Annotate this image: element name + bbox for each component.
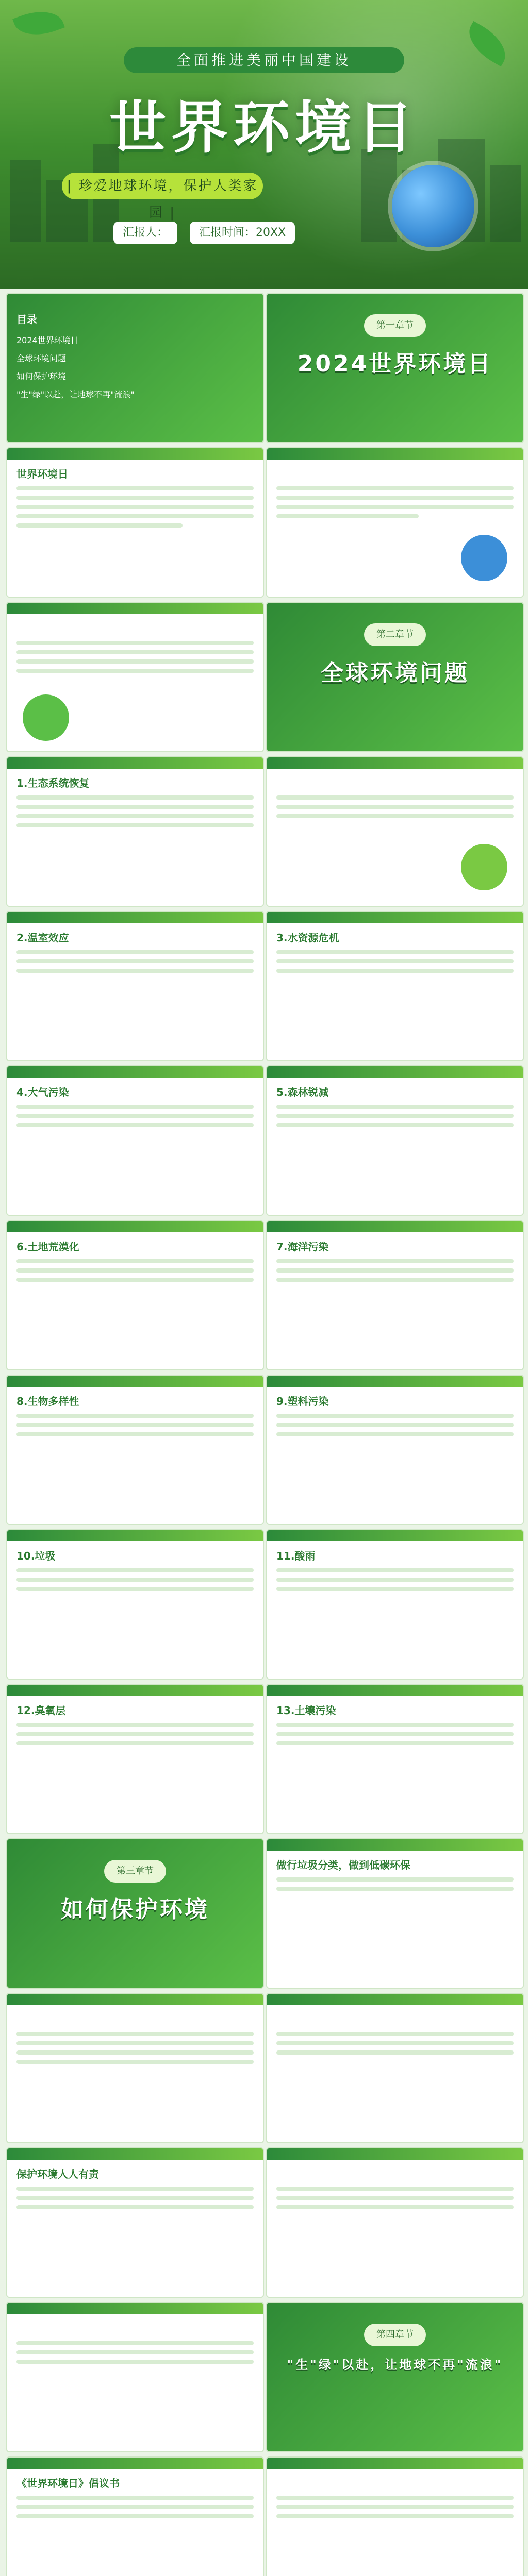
chapter-label: 第二章节 [364,623,426,646]
content-slide [266,1375,524,1525]
hero-tagline: 全面推进美丽中国建设 [124,47,404,73]
chapter-label: 第一章节 [364,314,426,337]
presenter-label: 汇报人： [113,222,177,244]
leaf-icon [12,3,65,43]
slide-title: 做行垃圾分类，做到低碳环保 [276,1859,410,1871]
slide-title: 8.生物多样性 [16,1395,79,1408]
content-slide [6,1220,264,1370]
toc-title: 目录 [16,313,37,326]
toc-item: 全球环境问题 [16,353,67,363]
content-slide [6,1993,264,2143]
content-slide [6,1529,264,1680]
content-slide [6,602,264,752]
slide-title: 11.酸雨 [276,1550,316,1562]
content-slide [6,2456,264,2576]
chapter-label: 第三章节 [104,1860,166,1883]
earth-icon [392,165,474,247]
slide-title: 10.垃圾 [16,1550,56,1562]
slide-title: 13.土壤污染 [276,1704,336,1717]
date-label: 汇报时间：20XX [190,222,295,244]
earth-logo-icon [461,844,507,890]
toc-slide [6,293,264,443]
slide-title: 6.土地荒漠化 [16,1241,79,1253]
slide-title: 2.温室效应 [16,931,69,944]
chapter-slide [266,2302,524,2452]
chapter-title: 如何保护环境 [61,1896,209,1923]
content-slide [6,911,264,1061]
slide-title: 1.生态系统恢复 [16,777,90,789]
slide-title: 4.大气污染 [16,1086,69,1098]
hero-cover [0,0,528,289]
earth-icon [461,535,507,581]
slide-title: 5.森林锐减 [276,1086,329,1098]
content-slide [6,2147,264,2298]
leaf-icon [461,21,514,66]
row [0,289,528,443]
content-slide [266,2456,524,2576]
content-slide [6,756,264,907]
content-slide [6,1684,264,1834]
content-slide [266,1065,524,1216]
toc-item: 2024世界环境日 [16,335,79,345]
slide-title: 世界环境日 [16,468,68,480]
chapter-label: 第四章节 [364,2324,426,2346]
slide-title: 7.海洋污染 [276,1241,329,1253]
content-slide [266,1529,524,1680]
hero-subtitle: | 珍爱地球环境，保护人类家园 | [62,173,263,199]
chapter-slide [266,602,524,752]
child-watering-icon [23,694,69,741]
content-slide [6,2302,264,2452]
slide-title: 9.塑料污染 [276,1395,329,1408]
toc-item: "生"绿"以赴，让地球不再"流浪" [16,389,135,399]
slide-title: 保护环境人人有责 [16,2168,99,2180]
content-slide [6,447,264,598]
chapter-title: 全球环境问题 [321,660,469,686]
content-slide [266,911,524,1061]
content-slide [266,1684,524,1834]
content-slide [6,1375,264,1525]
hero-meta [113,222,295,244]
chapter-title: 2024世界环境日 [297,351,493,377]
chapter-slide [6,1838,264,1989]
content-slide [6,1065,264,1216]
chapter-slide [266,293,524,443]
chapter-title: "生"绿"以赴，让地球不再"流浪" [287,2358,503,2372]
content-slide [266,1993,524,2143]
slide-title: 3.水资源危机 [276,931,339,944]
hero-title: 世界环境日 [109,95,419,161]
content-slide [266,1838,524,1989]
content-slide [266,756,524,907]
content-slide [266,2147,524,2298]
toc-item: 如何保护环境 [16,371,67,381]
slide-title: 12.臭氧层 [16,1704,66,1717]
content-slide [266,1220,524,1370]
content-slide [266,447,524,598]
slide-title: 《世界环境日》倡议书 [16,2477,120,2489]
